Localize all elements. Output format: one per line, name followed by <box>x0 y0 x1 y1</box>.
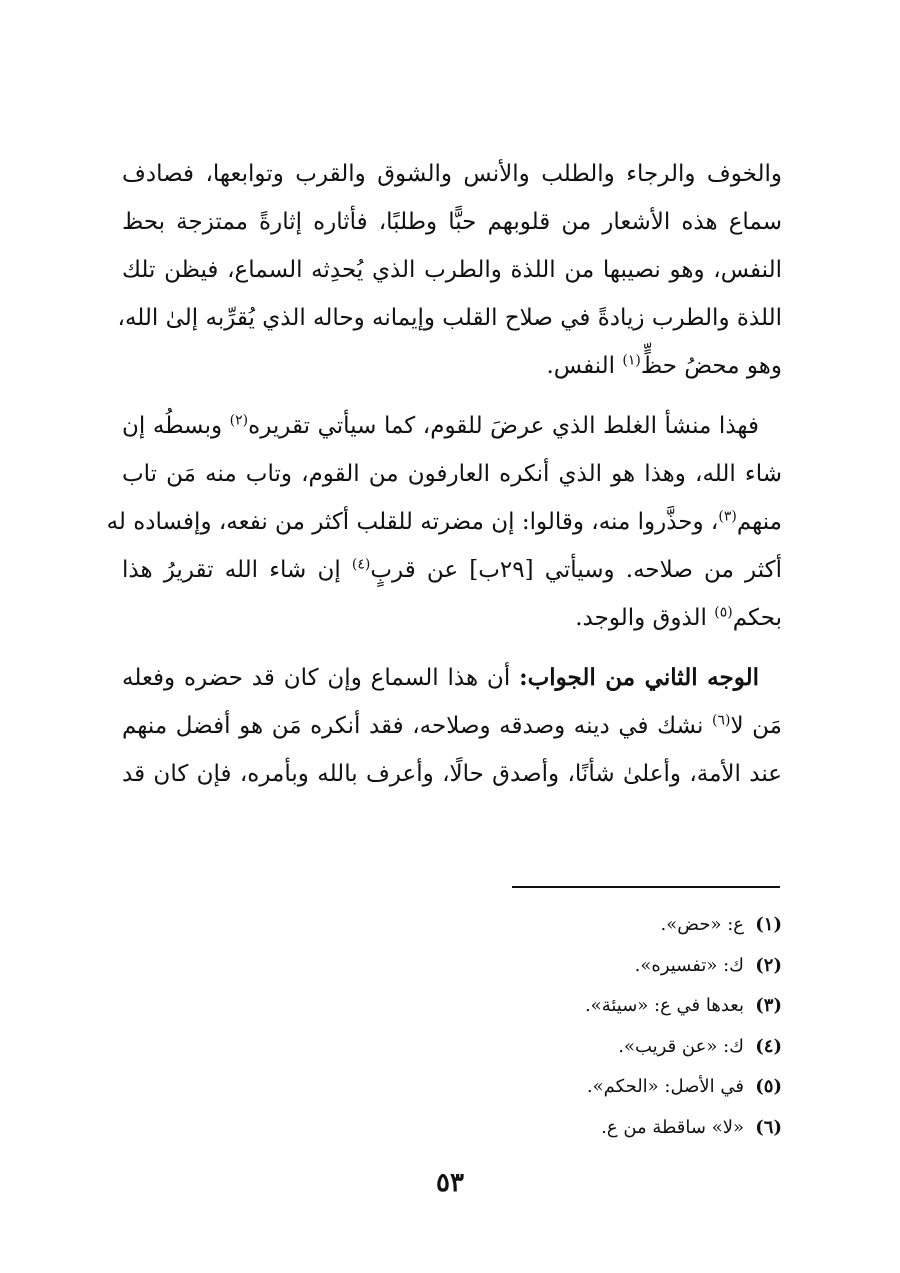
text-run: أن هذا السماع وإن كان قد حضره وفعله <box>122 665 520 691</box>
text-line <box>122 702 782 750</box>
paragraph-2 <box>106 402 783 642</box>
text-run: وهو محضُ حظٍّ <box>640 353 782 379</box>
footnote-reference[interactable]: (٦) <box>711 712 731 729</box>
text-line <box>122 654 782 702</box>
footnote-number: (٢) <box>755 954 782 976</box>
footnote-number: (٣) <box>755 995 782 1016</box>
footnote-text: «لا» ساقطة من ع. <box>601 1116 744 1138</box>
text-line: عند الأمة، وأعلىٰ شأنًا، وأصدق حالًا، وأعرف بالله وبأمره، فإن كان قد <box>122 761 782 787</box>
footnote-item <box>300 905 782 946</box>
footnote-number: (١) <box>755 914 782 935</box>
footnote-reference[interactable]: (٥) <box>714 604 733 621</box>
footnotes-list <box>300 905 782 1148</box>
footnote-item <box>300 1027 782 1068</box>
text-line: شاء الله، وهذا هو الذي أنكره العارفون من القوم، وتاب منه مَن تاب <box>122 461 782 487</box>
text-line <box>106 498 782 546</box>
text-run: أكثر من صلاحه. وسيأتي [٢٩ب] عن قربٍ <box>370 557 783 583</box>
text-run: النفس. <box>546 353 623 379</box>
text-run: وبسطُه إن <box>122 413 230 439</box>
footnote-item <box>300 1067 782 1108</box>
footnote-item <box>300 946 782 987</box>
text-run: ، وحذَّروا منه، وقالوا: إن مضرته للقلب أكثر من نفعه، وإفساده له <box>106 509 719 535</box>
text-run: نشك في دينه وصدقه وصلاحه، فقد أنكره مَن هو أفضل منهم <box>122 713 712 739</box>
paragraph-3 <box>122 654 782 798</box>
footnote-number: (٥) <box>755 1076 782 1097</box>
text-line <box>122 594 782 642</box>
text-run: فهذا منشأ الغلط الذي عرضَ للقوم، كما سيأتي تقريره <box>248 413 759 439</box>
footnote-reference[interactable]: (١) <box>622 352 641 369</box>
footnote-text: في الأصل: «الحكم». <box>586 1076 744 1097</box>
footnote-text: ك: «تفسيره». <box>634 954 744 976</box>
text-line <box>122 402 782 450</box>
footnote-text: بعدها في ع: «سيئة». <box>584 995 744 1016</box>
main-text <box>106 150 783 810</box>
text-run: منهم <box>736 509 782 535</box>
paragraph-1 <box>117 150 782 390</box>
text-run: بحكم <box>732 605 782 631</box>
page-number: ٥٣ <box>436 1168 464 1198</box>
footnote-reference[interactable]: (٤) <box>351 556 371 573</box>
footnote-reference[interactable]: (٢) <box>229 412 249 429</box>
text-line <box>122 342 782 390</box>
text-line: والخوف والرجاء والطلب والأنس والشوق والقرب وتوابعها، فصادف <box>122 161 782 187</box>
footnote-text: ك: «عن قريب». <box>618 1035 744 1057</box>
text-run: الذوق والوجد. <box>575 605 715 631</box>
footnote-item <box>300 986 782 1027</box>
footnote-text: ع: «حض». <box>660 914 744 935</box>
footnote-number: (٦) <box>755 1116 782 1138</box>
text-line: اللذة والطرب زيادةً في صلاح القلب وإيمانه وحاله الذي يُقرِّبه إلىٰ الله، <box>117 305 782 331</box>
footnote-number: (٤) <box>755 1035 782 1057</box>
footnote-reference[interactable]: (٣) <box>718 508 737 525</box>
text-line <box>122 546 782 594</box>
footnote-separator <box>512 886 780 888</box>
text-run: مَن لا <box>730 713 782 739</box>
text-run: إن شاء الله تقريرُ هذا <box>122 557 352 583</box>
footnote-item <box>300 1108 782 1149</box>
text-line: النفس، وهو نصيبها من اللذة والطرب الذي يُحدِثه السماع، فيظن تلك <box>122 257 782 283</box>
section-heading: الوجه الثاني من الجواب: <box>519 664 759 691</box>
text-line: سماع هذه الأشعار من قلوبهم حبًّا وطلبًا، فأثاره إثارةً ممتزجة بحظ <box>122 209 782 235</box>
